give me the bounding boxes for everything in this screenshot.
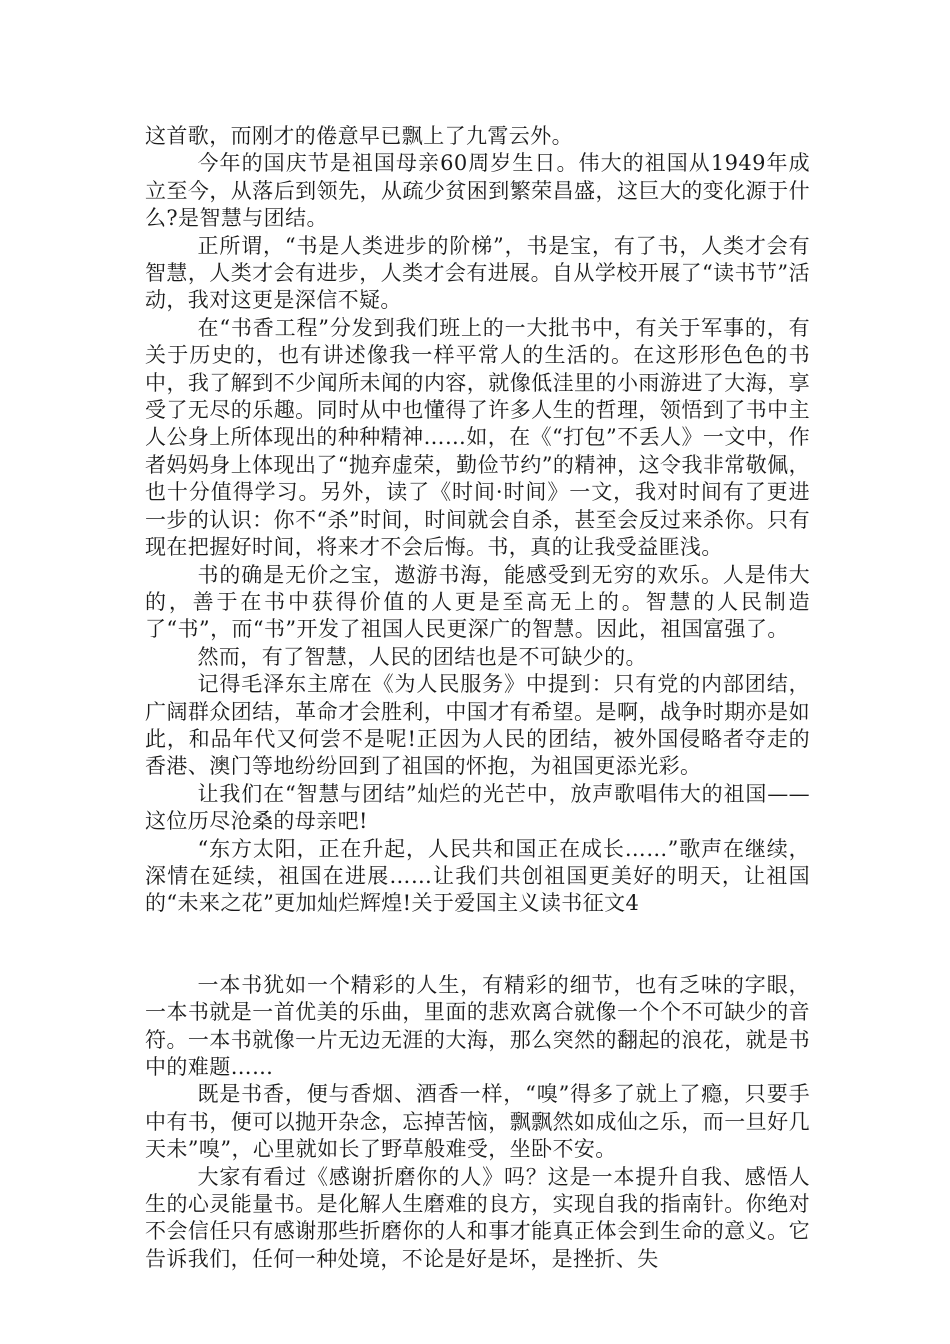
document-body — [145, 123, 810, 1273]
paragraph: “东方太阳，正在升起，人民共和国正在成长……”歌声在继续，深情在延续，祖国在进展……让我们共创祖国更美好的明天，让祖国的“未来之花”更加灿烂辉煌!关于爱国主义读书征文4 — [145, 836, 810, 916]
paragraph: 大家有看过《感谢折磨你的人》吗？这是一本提升自我、感悟人生的心灵能量书。是化解人生磨难的良方，实现自我的指南针。你绝对不会信任只有感谢那些折磨你的人和事才能真正体会到生命的意义。它告诉我们，任何一种处境，不论是好是坏，是挫折、失 — [145, 1164, 810, 1271]
paragraph: 既是书香，便与香烟、酒香一样，“嗅”得多了就上了瘾，只要手中有书，便可以抛开杂念，忘掉苦恼，飘飘然如成仙之乐，而一旦好几天未”嗅”，心里就如长了野草般难受，坐卧不安。 — [145, 1082, 810, 1162]
paragraph: 今年的国庆节是祖国母亲60周岁生日。伟大的祖国从1949年成立至今，从落后到领先，从疏少贫困到繁荣昌盛，这巨大的变化源于什么?是智慧与团结。 — [145, 151, 810, 231]
paragraph: 书的确是无价之宝，遨游书海，能感受到无穷的欢乐。人是伟大的，善于在书中获得价值的人更是至高无上的。智慧的人民制造了“书”，而“书”开发了祖国人民更深广的智慧。因此，祖国富强了。 — [145, 562, 810, 642]
paragraph: 在“书香工程”分发到我们班上的一大批书中，有关于军事的，有关于历史的，也有讲述像我一样平常人的生活的。在这形形色色的书中，我了解到不少闻所未闻的内容，就像低洼里的小雨游进了大海，享受了无尽的乐趣。同时从中也懂得了许多人生的哲理，领悟到了书中主人公身上所体现出的种种精神……如，在《“打包”不丢人》一文中，作者妈妈身上体现出了“抛弃虚荣，勤俭节约”的精神，这令我非常敬佩，也十分值得学习。另外，读了《时间·时间》一文，我对时间有了更进一步的认识：你不“杀”时间，时间就会自杀，甚至会反过来杀你。只有现在把握好时间，将来才不会后悔。书，真的让我受益匪浅。 — [145, 315, 810, 560]
paragraph: 记得毛泽东主席在《为人民服务》中提到：只有党的内部团结，广阔群众团结，革命才会胜利，中国才有希望。是啊，战争时期亦是如此，和品年代又何尝不是呢!正因为人民的团结，被外国侵略者夺走的香港、澳门等地纷纷回到了祖国的怀抱，为祖国更添光彩。 — [145, 672, 810, 779]
paragraph: 让我们在“智慧与团结”灿烂的光芒中，放声歌唱伟大的祖国——这位历尽沧桑的母亲吧! — [145, 781, 810, 834]
paragraph: 正所谓，“书是人类进步的阶梯”，书是宝，有了书，人类才会有智慧，人类才会有进步，人类才会有进展。自从学校开展了“读书节”活动，我对这更是深信不疑。 — [145, 233, 810, 313]
paragraph: 一本书犹如一个精彩的人生，有精彩的细节，也有乏味的字眼，一本书就是一首优美的乐曲，里面的悲欢离合就像一个个不可缺少的音符。一本书就像一片无边无涯的大海，那么突然的翻起的浪花，就是书中的难题…… — [145, 972, 810, 1079]
paragraph: 这首歌，而刚才的倦意早已飘上了九霄云外。 — [145, 124, 573, 148]
section-gap — [145, 918, 810, 972]
paragraph: 然而，有了智慧，人民的团结也是不可缺少的。 — [197, 644, 647, 669]
